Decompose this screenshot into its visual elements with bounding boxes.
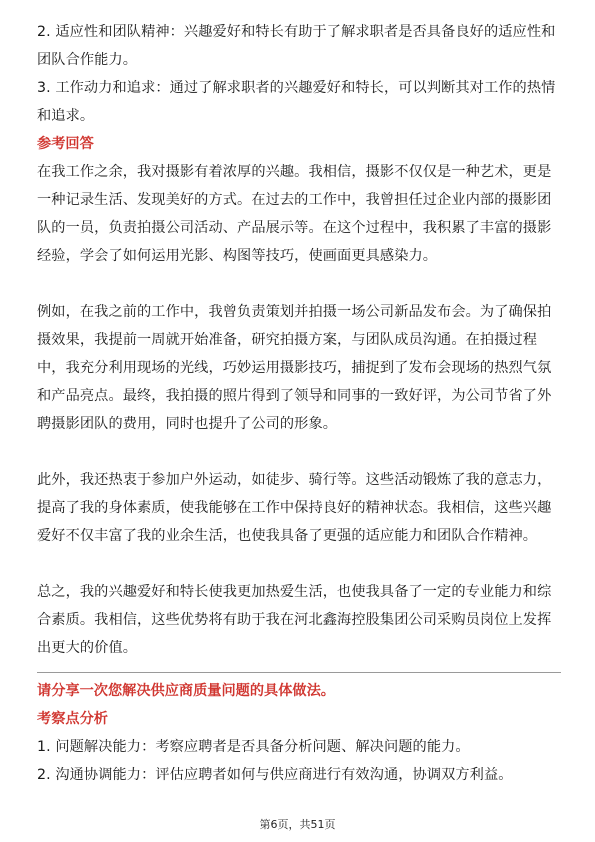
answer-heading: 参考回答 [37,136,94,152]
answer-paragraph-3 [37,466,561,550]
text-line: 提高了我的身体素质，使我能够在工作中保持良好的精神状态。我相信，这些兴趣 [37,500,552,516]
text-line: 和产品亮点。最终，我拍摄的照片得到了领导和同事的一致好评，为公司节省了外 [37,388,552,404]
answer-paragraph-4 [37,578,561,662]
paragraph-gap [37,438,561,466]
text-line: 此外，我还热衷于参加户外运动，如徒步、骑行等。这些活动锻炼了我的意志力， [37,472,552,488]
text-line: 合素质。我相信，这些优势将有助于我在河北鑫海控股集团公司采购员岗位上发挥 [37,612,552,628]
paragraph-gap [37,550,561,578]
paragraph-gap [37,270,561,298]
text-line: 在我工作之余，我对摄影有着浓厚的兴趣。我相信，摄影不仅仅是一种艺术，更是 [37,164,552,180]
answer-paragraph-2 [37,298,561,438]
analysis-point-2: 2. 沟通协调能力：评估应聘者如何与供应商进行有效沟通，协调双方利益。 [37,767,513,783]
text-line: 一种记录生活、发现美好的方式。在过去的工作中，我曾担任过企业内部的摄影团 [37,192,552,208]
text-line: 团队合作能力。 [37,52,138,68]
intro-point-2 [37,18,561,74]
text-line: 出更大的价值。 [37,640,138,656]
text-line: 2. 适应性和团队精神：兴趣爱好和特长有助于了解求职者是否具备良好的适应性和 [37,24,556,40]
page-number: 第6页，共51页 [259,818,336,831]
analysis-heading: 考察点分析 [37,711,108,727]
text-line: 3. 工作动力和追求：通过了解求职者的兴趣爱好和特长，可以判断其对工作的热情 [37,80,556,96]
text-line: 聘摄影团队的费用，同时也提升了公司的形象。 [37,416,338,432]
answer-paragraph-1 [37,158,561,270]
analysis-point-1: 1. 问题解决能力：考察应聘者是否具备分析问题、解决问题的能力。 [37,739,470,755]
text-line: 摄效果，我提前一周就开始准备，研究拍摄方案，与团队成员沟通。在拍摄过程 [37,332,538,348]
text-line: 中，我充分利用现场的光线，巧妙运用摄影技巧，捕捉到了发布会现场的热烈气氛 [37,360,552,376]
text-line: 爱好不仅丰富了我的业余生活，也使我具备了更强的适应能力和团队合作精神。 [37,528,538,544]
section-divider [37,672,561,673]
text-line: 总之，我的兴趣爱好和特长使我更加热爱生活，也使我具备了一定的专业能力和综 [37,584,552,600]
text-line: 队的一员，负责拍摄公司活动、产品展示等。在这个过程中，我积累了丰富的摄影 [37,220,552,236]
text-line: 例如，在我之前的工作中，我曾负责策划并拍摄一场公司新品发布会。为了确保拍 [37,304,552,320]
text-line: 和追求。 [37,108,95,124]
text-line: 经验，学会了如何运用光影、构图等技巧，使画面更具感染力。 [37,248,438,264]
document-page [37,18,561,789]
question-title: 请分享一次您解决供应商质量问题的具体做法。 [37,683,335,699]
intro-point-3 [37,74,561,130]
